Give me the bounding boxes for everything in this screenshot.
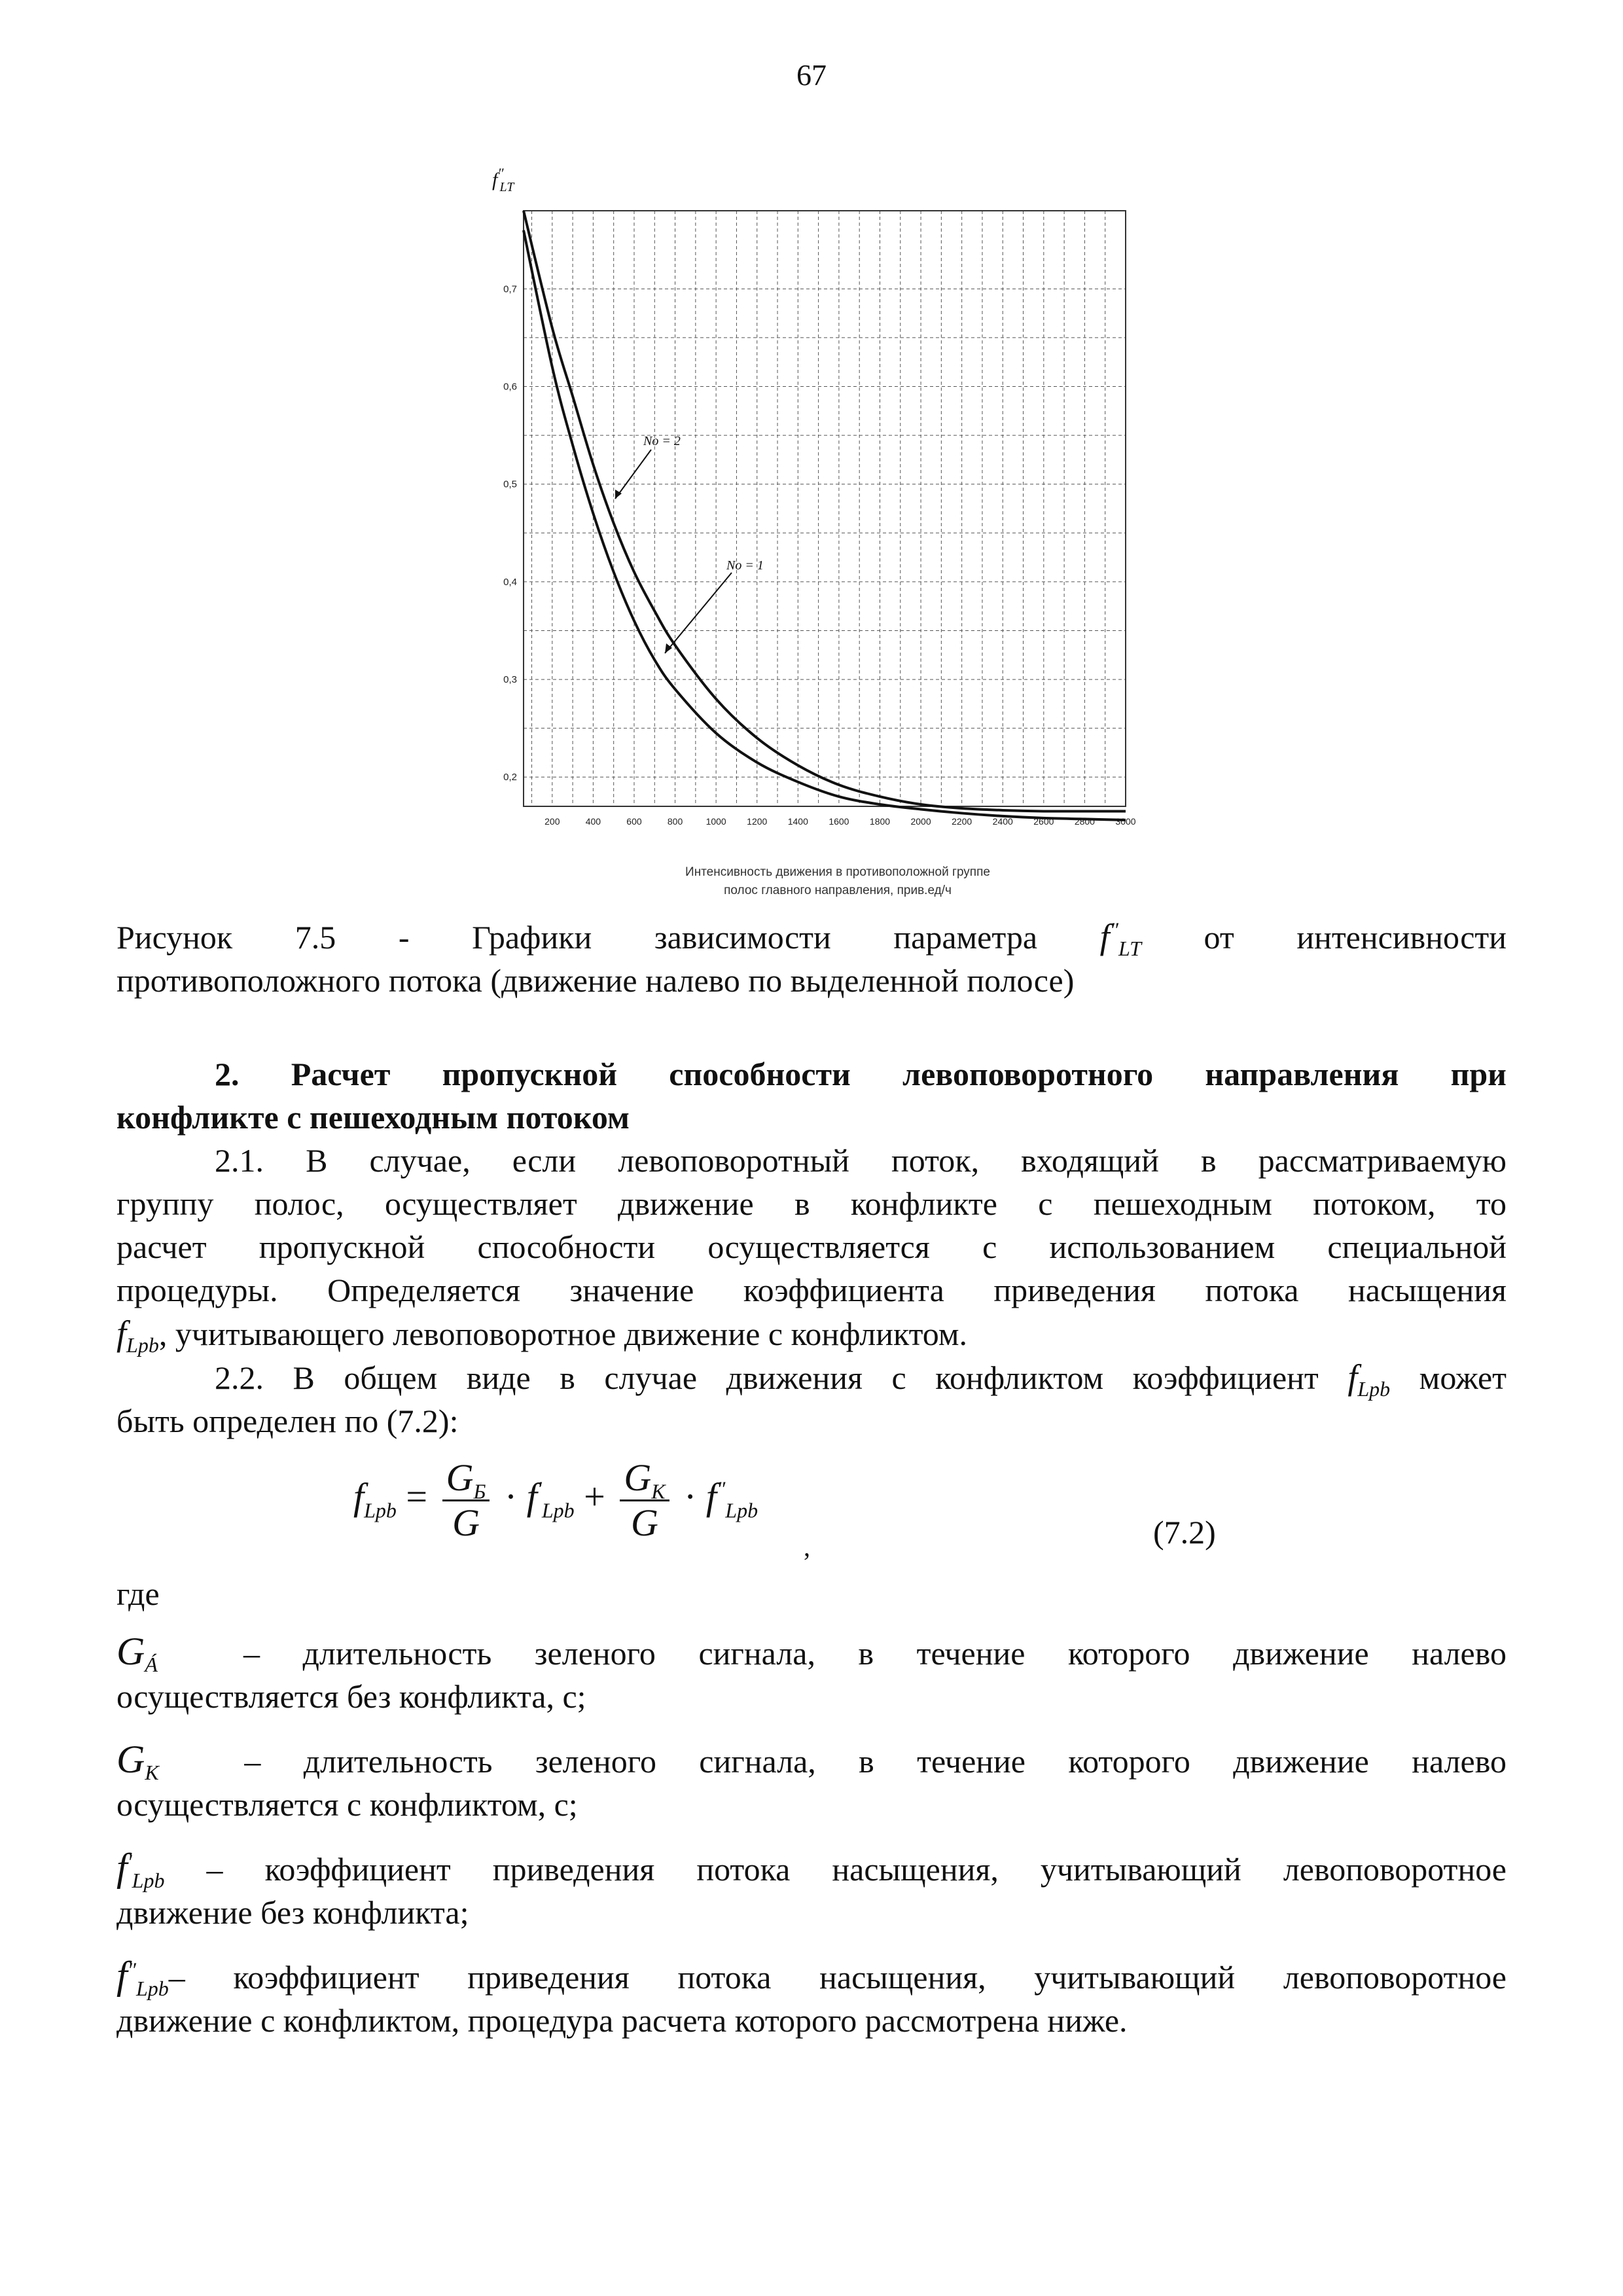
x-tick-label: 2600 xyxy=(1033,816,1054,827)
formula-comma: , xyxy=(804,1532,810,1562)
series-label-no2: No = 2 xyxy=(643,434,681,448)
heading-line2: конфликте с пешеходным потоком xyxy=(116,1099,630,1136)
x-tick-label: 3000 xyxy=(1115,816,1136,827)
paragraph-2-1: 2.1. В случае, если левоповоротный поток, входящий в рассматриваемую группу полос, осуществляет движение в конфликте с пешеходным потоком, то расчет пропускной способности осуществляется с использованием специальной процедуры. Определяется значение коэффициента приведения потока насыщения $f_{Lpb}$, учитывающего левоповоротное движение с конфликтом. 2.2. В общем виде в случае движения с конфликтом коэффициент $f_{Lpb}$ может быть определен по (7.2): xyxy=(116,1142,1507,1439)
y-tick-label: 0,6 xyxy=(503,381,517,393)
x-axis-label-line2: полос главного направления, прив.ед/ч xyxy=(724,884,952,897)
x-tick-label: 1800 xyxy=(869,816,891,827)
definition-item: $f'_{Lpb}$ – коэффициент приведения потока насыщения, учитывающий левоповоротное движение без конфликта; xyxy=(116,1846,1507,1931)
formula-7-2: $f_{Lpb}$ = $\frac{G_Б}{G}$ · $f'_{Lpb}$ + $\frac{G_К}{G}$ · $f''_{Lpb}$ xyxy=(353,1456,758,1544)
definitions-list xyxy=(116,1630,1507,2062)
section-heading xyxy=(116,1052,1507,1139)
definition-item: $f''_{Lpb}-$ коэффициент приведения потока насыщения, учитывающий левоповоротное движение с конфликтом, процедура расчета которого рассмотрена ниже. xyxy=(116,1954,1507,2039)
x-tick-label: 1600 xyxy=(829,816,849,827)
x-tick-label: 1200 xyxy=(747,816,768,827)
y-tick-label: 0,5 xyxy=(503,478,517,490)
y-axis-label xyxy=(492,165,515,194)
definition-item: $G_Á$ – длительность зеленого сигнала, в течение которого движение налево осуществляется без конфликта, с; xyxy=(116,1630,1507,1715)
x-tick-label: 1000 xyxy=(705,816,726,827)
x-tick-label: 2200 xyxy=(952,816,972,827)
heading-line1: 2. Расчет пропускной способности левоповоротного направления при xyxy=(215,1056,1507,1092)
x-tick-label: 2000 xyxy=(910,816,931,827)
y-axis-ticks xyxy=(503,283,517,783)
caption-symbol: $f''_{LT}$ xyxy=(1099,917,1141,960)
x-tick-label: 200 xyxy=(544,816,560,827)
page-number: 67 xyxy=(796,58,827,92)
y-tick-label: 0,4 xyxy=(503,576,517,588)
chart-grid xyxy=(524,211,1126,806)
y-tick-label: 0,7 xyxy=(503,283,517,295)
series-label-no1: No = 1 xyxy=(726,558,764,573)
x-tick-label: 2400 xyxy=(992,816,1013,827)
chart-figure xyxy=(458,157,1165,923)
y-tick-label: 0,3 xyxy=(503,674,517,686)
caption-line1: Рисунок 7.5 - Графики зависимости параметра $f''_{LT}$ от интенсивности xyxy=(116,917,1507,960)
figure-caption xyxy=(116,915,1507,1002)
x-tick-label: 2800 xyxy=(1074,816,1095,827)
x-tick-label: 400 xyxy=(585,816,601,827)
x-tick-label: 600 xyxy=(626,816,642,827)
y-axis-label-sub: LT xyxy=(499,180,514,194)
y-axis-label-sup: ″ xyxy=(497,165,504,181)
x-tick-label: 800 xyxy=(667,816,683,827)
y-tick-label: 0,2 xyxy=(503,772,517,783)
caption-line2: противоположного потока (движение налево по выделенной полосе) xyxy=(116,962,1075,999)
paragraph-2-2: 2.2. В общем виде в случае движения с конфликтом коэффициент $f_{Lpb}$ может xyxy=(215,1357,1507,1401)
equation-number: (7.2) xyxy=(1153,1514,1216,1551)
x-axis-label-line1: Интенсивность движения в противоположной группе xyxy=(685,865,990,879)
x-tick-label: 1400 xyxy=(787,816,808,827)
annotation-arrow-no2 xyxy=(615,450,651,499)
y-axis-label-main: f xyxy=(492,169,498,190)
where-label: где xyxy=(116,1575,160,1612)
definition-item: $G_К$ – длительность зеленого сигнала, в течение которого движение налево осуществляется с конфликтом, с; xyxy=(116,1738,1507,1823)
